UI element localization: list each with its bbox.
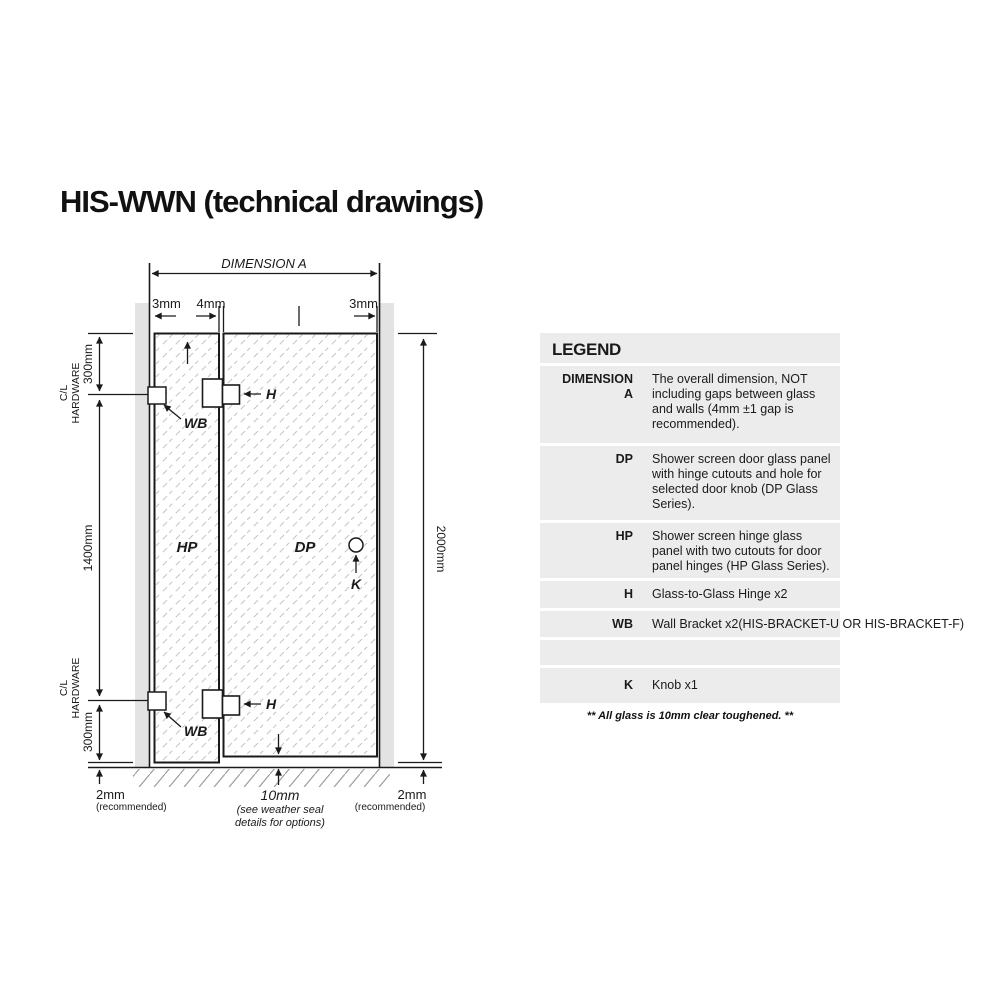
legend-footnote: ** All glass is 10mm clear toughened. ** xyxy=(586,710,794,722)
legend-row-k xyxy=(540,665,840,703)
legend-row-h xyxy=(540,578,840,608)
bottom-wall-bracket xyxy=(148,692,166,710)
hp-panel-label: HP xyxy=(176,539,198,556)
top-wall-bracket-label: WB xyxy=(184,415,208,431)
legend-term: DP xyxy=(615,452,633,466)
legend-row-dimension-a xyxy=(540,363,840,443)
dimension-a-label: DIMENSION A xyxy=(221,256,307,271)
legend-row-empty xyxy=(540,637,840,665)
cl-hardware-top-line2: HARDWARE xyxy=(70,362,82,424)
floor-gap-left-label: 2mm xyxy=(96,787,125,802)
legend-term: K xyxy=(623,678,633,692)
right-wall xyxy=(380,303,394,767)
legend-desc: Knob x1 xyxy=(652,678,698,692)
legend-term: HP xyxy=(615,529,633,543)
floor-gap-right-label: 2mm xyxy=(397,787,427,802)
weather-seal-note-1: (see weather seal xyxy=(236,804,324,816)
dim-300-top-label: 300mm xyxy=(81,343,95,385)
legend-title: LEGEND xyxy=(552,340,622,359)
dim-2000-label: 2000mm xyxy=(434,525,448,573)
gap-left-label: 3mm xyxy=(152,296,181,311)
legend-term: WB xyxy=(612,617,633,631)
top-hinge-label: H xyxy=(266,386,277,402)
cl-hardware-bottom-line2: HARDWARE xyxy=(70,657,82,719)
knob-label: K xyxy=(350,576,362,592)
page-title: HIS-WWN (technical drawings) xyxy=(60,184,484,219)
cl-hardware-bottom-line1: C/L xyxy=(58,679,70,697)
gap-between-label: 4mm xyxy=(196,296,226,311)
technical-drawing xyxy=(50,245,470,850)
legend-row-hp xyxy=(540,520,840,578)
bottom-wall-bracket-label: WB xyxy=(184,723,208,739)
legend-term: DIMENSION A xyxy=(562,372,633,401)
weather-seal-label: 10mm xyxy=(260,787,300,803)
top-wall-bracket xyxy=(148,387,166,404)
dim-300-bottom-label: 300mm xyxy=(81,711,95,753)
legend-table xyxy=(540,333,965,703)
legend-desc: The overall dimension, NOT including gaps between glass and walls (4mm ±1 gap is recommended). xyxy=(652,372,816,431)
legend-desc: Wall Bracket x2(HIS-BRACKET-U OR HIS-BRACKET-F) xyxy=(652,617,965,631)
weather-seal-note-2: details for options) xyxy=(235,817,325,829)
floor-gap-left-note: (recommended) xyxy=(96,802,167,813)
legend-term: H xyxy=(623,587,633,601)
legend-row-dp xyxy=(540,443,840,520)
cl-hardware-top-line1: C/L xyxy=(58,384,70,402)
floor-hatch xyxy=(133,769,390,787)
gap-right-label: 3mm xyxy=(349,296,378,311)
legend-desc: Shower screen door glass panel with hinge cutouts and hole for selected door knob (DP Glass Series). xyxy=(652,452,831,511)
left-wall xyxy=(135,303,149,767)
dp-panel-label: DP xyxy=(294,539,316,556)
legend-desc: Glass-to-Glass Hinge x2 xyxy=(652,587,788,601)
bottom-hinge-label: H xyxy=(266,696,277,712)
legend-row-wb xyxy=(540,608,965,637)
knob-circle xyxy=(349,538,363,552)
dim-1400-label: 1400mm xyxy=(81,524,95,572)
floor-gap-right-note: (recommended) xyxy=(354,802,426,813)
legend-desc: Shower screen hinge glass panel with two cutouts for door panel hinges (HP Glass Series). xyxy=(652,529,830,573)
